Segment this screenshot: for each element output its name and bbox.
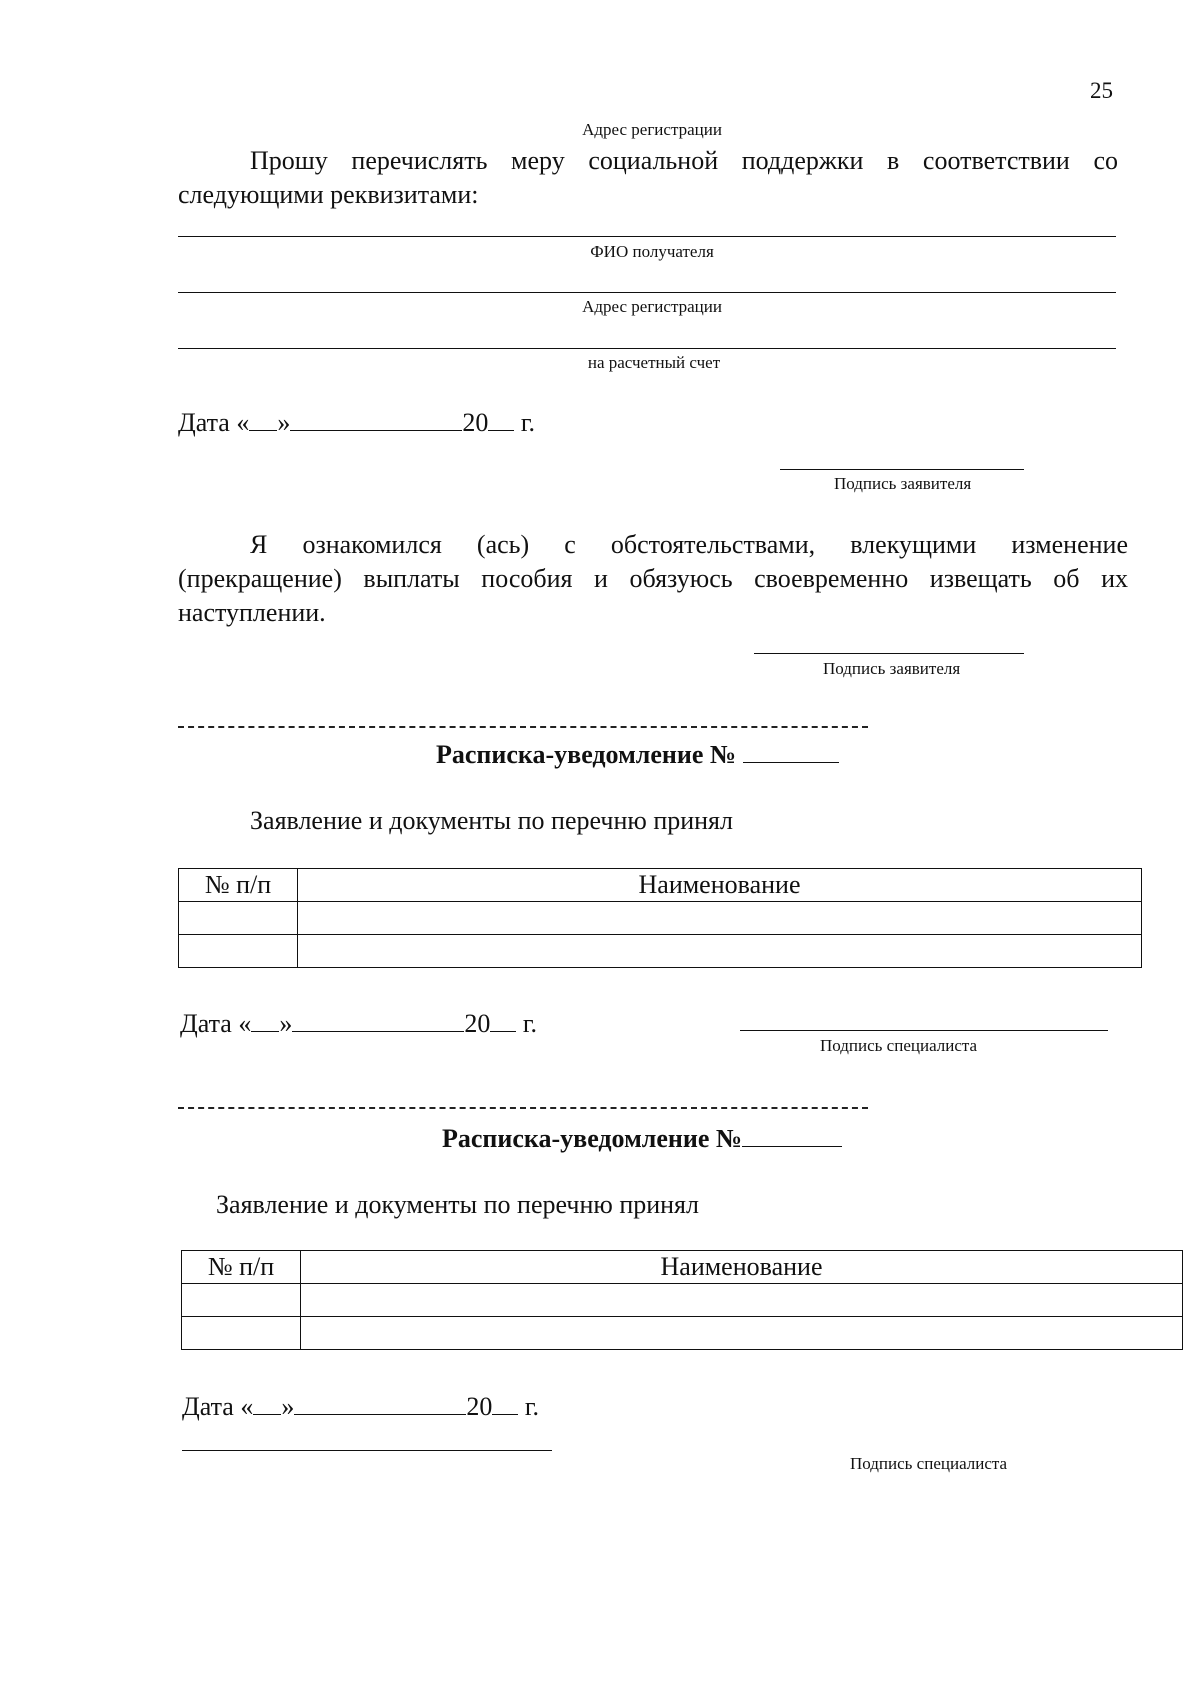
specialist-signature-line-2[interactable]	[182, 1450, 552, 1451]
cut-line	[178, 726, 868, 728]
account-caption: на расчетный счет	[587, 353, 721, 372]
accepted-statement-2: Заявление и документы по перечню принял	[216, 1190, 699, 1219]
recipient-address-caption: Адрес регистрации	[582, 297, 722, 316]
table-row	[182, 1317, 1183, 1350]
recipient-name-line[interactable]	[178, 236, 1116, 237]
documents-table	[178, 868, 1142, 968]
date-year-blank[interactable]	[490, 1007, 516, 1032]
date-year-blank[interactable]	[492, 1390, 518, 1415]
date-month-blank[interactable]	[292, 1007, 464, 1032]
table-header-number: № п/п	[179, 869, 298, 902]
request-paragraph	[178, 144, 1118, 212]
table-cell[interactable]	[298, 902, 1142, 935]
table-cell[interactable]	[298, 935, 1142, 968]
acknowledgement-paragraph	[178, 528, 1128, 630]
applicant-signature-line[interactable]	[780, 469, 1024, 470]
date-row-1	[178, 406, 535, 438]
table-header-name: Наименование	[301, 1251, 1183, 1284]
table-header-row	[179, 869, 1142, 902]
table-header-name: Наименование	[298, 869, 1142, 902]
date-month-blank[interactable]	[294, 1390, 466, 1415]
applicant-signature-caption: Подпись заявителя	[834, 474, 972, 493]
applicant-signature-line-2[interactable]	[754, 653, 1024, 654]
date-day-blank[interactable]	[251, 1007, 279, 1032]
table-row	[179, 935, 1142, 968]
date-row-3	[182, 1390, 539, 1422]
date-year-prefix: 20	[464, 1009, 491, 1038]
acknowledgement-line-2: (прекращение) выплаты пособия и обязуюсь своевременно извещать об их	[178, 564, 1128, 593]
date-month-blank[interactable]	[290, 406, 462, 431]
date-suffix: г.	[516, 1009, 538, 1038]
receipt-title-text: Расписка-уведомление №	[436, 740, 737, 769]
registration-address-caption: Адрес регистрации	[582, 120, 722, 139]
specialist-signature-caption: Подпись специалиста	[820, 1036, 978, 1055]
account-number-line[interactable]	[178, 348, 1116, 349]
date-year-blank[interactable]	[488, 406, 514, 431]
request-line-2: следующими реквизитами:	[178, 180, 479, 209]
date-day-blank[interactable]	[249, 406, 277, 431]
receipt-number-blank[interactable]	[742, 1124, 842, 1147]
table-row	[182, 1284, 1183, 1317]
table-cell[interactable]	[182, 1317, 301, 1350]
receipt-title-2	[442, 1124, 842, 1154]
date-year-prefix: 20	[466, 1392, 493, 1421]
page-number: 25	[1090, 78, 1113, 103]
table-header-row	[182, 1251, 1183, 1284]
acknowledgement-line-1: Я ознакомился (ась) с обстоятельствами, влекущими изменение	[250, 530, 1128, 559]
recipient-name-caption: ФИО получателя	[590, 242, 714, 261]
table-cell[interactable]	[301, 1284, 1183, 1317]
date-label: Дата «	[178, 408, 250, 437]
date-year-prefix: 20	[462, 408, 489, 437]
date-row-2	[180, 1007, 537, 1039]
table-cell[interactable]	[179, 935, 298, 968]
request-line-1: Прошу перечислять меру социальной поддержки в соответствии со	[250, 146, 1118, 175]
table-cell[interactable]	[179, 902, 298, 935]
specialist-signature-line[interactable]	[740, 1030, 1108, 1031]
table-row	[179, 902, 1142, 935]
specialist-signature-caption-2: Подпись специалиста	[850, 1454, 1008, 1473]
date-label: Дата «	[180, 1009, 252, 1038]
accepted-statement: Заявление и документы по перечню принял	[250, 806, 733, 835]
date-quote: »	[277, 408, 291, 437]
receipt-title-text: Расписка-уведомление №	[442, 1124, 743, 1153]
table-cell[interactable]	[301, 1317, 1183, 1350]
cut-line-2	[178, 1107, 868, 1109]
applicant-signature-caption-2: Подпись заявителя	[823, 659, 961, 678]
date-suffix: г.	[514, 408, 536, 437]
date-day-blank[interactable]	[253, 1390, 281, 1415]
receipt-title	[436, 740, 839, 770]
documents-table-2	[181, 1250, 1183, 1350]
acknowledgement-line-3: наступлении.	[178, 598, 326, 627]
date-quote: »	[279, 1009, 293, 1038]
receipt-number-blank[interactable]	[743, 740, 839, 763]
table-header-number: № п/п	[182, 1251, 301, 1284]
table-cell[interactable]	[182, 1284, 301, 1317]
date-suffix: г.	[518, 1392, 540, 1421]
date-label: Дата «	[182, 1392, 254, 1421]
date-quote: »	[281, 1392, 295, 1421]
recipient-address-line[interactable]	[178, 292, 1116, 293]
